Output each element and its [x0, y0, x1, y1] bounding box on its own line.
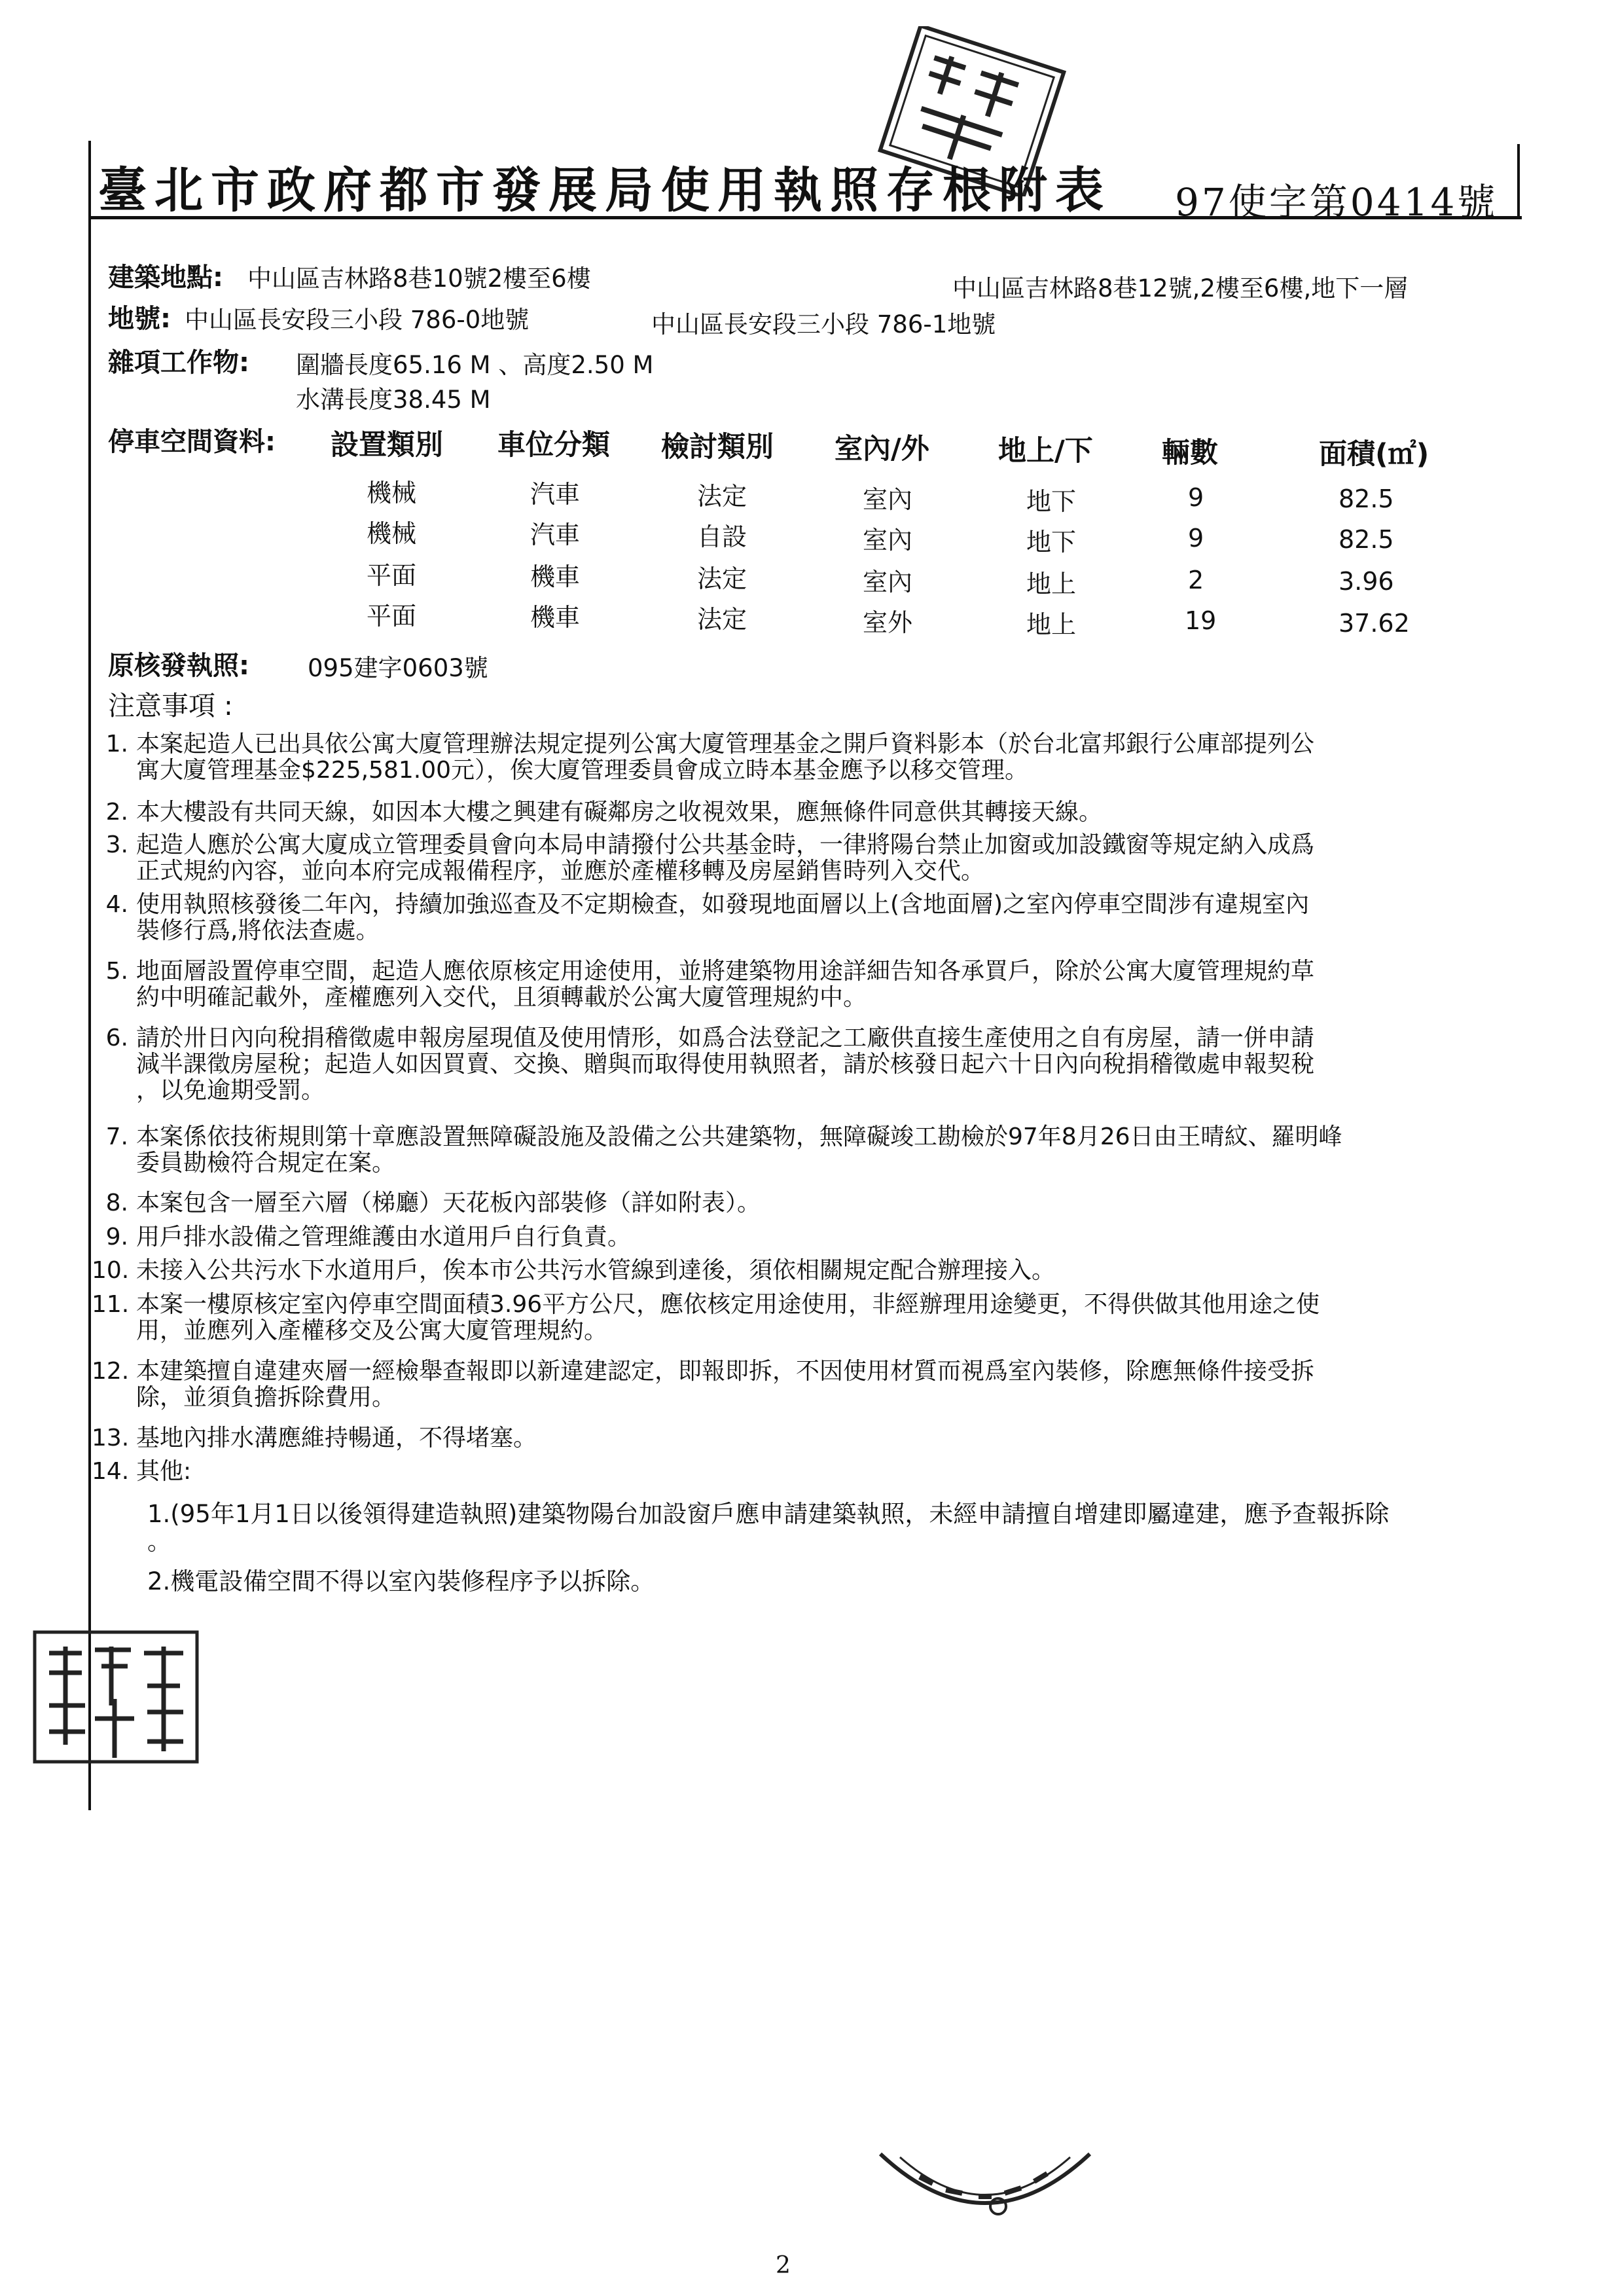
- note-line: 裝修行爲,將依法查處。: [136, 917, 380, 944]
- note-line: 用戶排水設備之管理維護由水道用戶自行負責。: [136, 1224, 632, 1250]
- other-item-1: [147, 1501, 1522, 1556]
- parking-row-2-area: 82.5: [1339, 525, 1394, 554]
- parking-row-3-setup: 平面: [367, 561, 417, 590]
- note-line: 本案起造人已出具依公寓大廈管理辦法規定提列公寓大廈管理基金之開戶資料影本（於台北富邦銀行公庫部提列公: [136, 731, 1315, 757]
- parking-row-2-review: 自設: [697, 522, 747, 551]
- original-license-label: 原核發執照:: [108, 651, 249, 681]
- note-number: 10.: [92, 1257, 130, 1284]
- parking-row-1-indoor: 室內: [863, 485, 913, 514]
- parking-row-1-count: 9: [1188, 483, 1204, 512]
- note-line: 委員勘檢符合規定在案。: [136, 1150, 396, 1176]
- parking-row-2-indoor: 室內: [863, 526, 913, 555]
- note-line: 起造人應於公寓大廈成立管理委員會向本局申請撥付公共基金時，一律將陽台禁止加窗或加設鐵窗等規定納入成爲: [136, 831, 1315, 858]
- permit-number: 97使字第0414號: [1175, 180, 1498, 225]
- parking-row-4-setup: 平面: [367, 602, 417, 630]
- parking-row-3-review: 法定: [697, 564, 747, 593]
- note-number: 6.: [105, 1025, 128, 1051]
- parking-row-3-area: 3.96: [1339, 567, 1394, 596]
- parking-row-4-indoor: 室外: [863, 608, 913, 637]
- parking-row-2-type: 汽車: [530, 520, 581, 549]
- parking-header-review: 檢討類別: [661, 431, 774, 464]
- parking-row-1-level: 地下: [1026, 487, 1077, 516]
- original-license-value: 095建字0603號: [308, 654, 488, 682]
- note-line: 約中明確記載外，產權應列入交代，且須轉載於公寓大廈管理規約中。: [136, 984, 867, 1011]
- address-value-2: 中山區吉林路8巷12號,2樓至6樓,地下一層: [952, 274, 1409, 302]
- note-number: 1.: [105, 731, 128, 757]
- misc-works-value-2: 水溝長度38.45 M: [296, 386, 491, 414]
- lot-value-1: 中山區長安段三小段 786-0地號: [185, 306, 530, 334]
- note-number: 8.: [105, 1190, 128, 1216]
- header-right-rule: [1517, 144, 1520, 219]
- note-line: 正式規約內容，並向本府完成報備程序，並應於產權移轉及房屋銷售時列入交代。: [136, 858, 985, 884]
- parking-header-area: 面積(㎡): [1319, 438, 1429, 471]
- note-line: 本案一樓原核定室內停車空間面積3.96平方公尺，應依核定用途使用，非經辦理用途變更，不得供做其他用途之使: [136, 1291, 1320, 1318]
- parking-row-3-count: 2: [1188, 566, 1204, 594]
- note-line: ，以免逾期受罰。: [136, 1077, 325, 1104]
- parking-row-4-type: 機車: [530, 603, 581, 632]
- other-line: 1.(95年1月1日以後領得建造執照)建築物陽台加設窗戶應申請建築執照，未經申請擅自增建即屬違建，應予查報拆除: [147, 1500, 1390, 1528]
- note-number: 5.: [105, 958, 128, 985]
- parking-row-4-area: 37.62: [1339, 609, 1410, 638]
- note-line: 地面層設置停車空間，起造人應依原核定用途使用，並將建築物用途詳細告知各承買戶，除於公寓大廈管理規約草: [136, 958, 1315, 985]
- notes-label: 注意事項 :: [108, 690, 233, 721]
- note-line: 基地內排水溝應維持暢通，不得堵塞。: [136, 1425, 537, 1451]
- parking-row-3-type: 機車: [530, 562, 581, 591]
- note-number: 3.: [105, 831, 128, 858]
- parking-header-setup: 設置類別: [331, 429, 443, 462]
- lot-label: 地號:: [108, 304, 171, 334]
- note-line: 未接入公共污水下水道用戶，俟本市公共污水管線到達後，須依相關規定配合辦理接入。: [136, 1257, 1056, 1284]
- bottom-seal-stamp: [874, 2141, 1096, 2232]
- note-number: 12.: [92, 1358, 130, 1385]
- left-margin-rule: [88, 141, 91, 1810]
- note-line: 用，並應列入產權移交及公寓大廈管理規約。: [136, 1317, 608, 1344]
- note-number: 7.: [105, 1123, 128, 1150]
- parking-row-1-type: 汽車: [530, 480, 581, 509]
- note-number: 9.: [105, 1224, 128, 1250]
- note-line: 本建築擅自違建夾層一經檢舉查報即以新違建認定，即報即拆，不因使用材質而視爲室內裝修，除應無條件接受拆: [136, 1358, 1315, 1385]
- note-number: 14.: [92, 1458, 130, 1485]
- parking-header-type: 車位分類: [497, 429, 610, 462]
- note-line: 其他:: [136, 1458, 192, 1485]
- misc-works-value-1: 圍牆長度65.16 M 、高度2.50 M: [296, 351, 654, 379]
- other-line: 。: [147, 1527, 171, 1556]
- other-item-2: [147, 1568, 1522, 1595]
- note-line: 寓大廈管理基金$225,581.00元），俟大廈管理委員會成立時本基金應予以移交管理。: [136, 757, 1029, 784]
- note-number: 2.: [105, 799, 128, 826]
- parking-header-indoor-outdoor: 室內/外: [835, 433, 929, 465]
- parking-row-4-level: 地上: [1026, 610, 1077, 639]
- note-number: 13.: [92, 1425, 130, 1451]
- note-number: 4.: [105, 891, 128, 918]
- document-title: 臺北市政府都市發展局使用執照存根附表: [98, 162, 1111, 219]
- address-value-1: 中山區吉林路8巷10號2樓至6樓: [247, 264, 591, 293]
- note-line: 本案係依技術規則第十章應設置無障礙設施及設備之公共建築物，無障礙竣工勘檢於97年8月26日由王晴紋、羅明峰: [136, 1123, 1342, 1150]
- note-line: 本案包含一層至六層（梯廳）天花板內部裝修（詳如附表）。: [136, 1190, 761, 1216]
- parking-row-1-review: 法定: [697, 482, 747, 511]
- note-line: 除，並須負擔拆除費用。: [136, 1384, 396, 1411]
- parking-row-2-count: 9: [1188, 524, 1204, 553]
- parking-row-4-count: 19: [1185, 606, 1217, 635]
- parking-row-1-area: 82.5: [1339, 484, 1394, 513]
- lot-value-2: 中山區長安段三小段 786-1地號: [651, 310, 996, 338]
- parking-row-4-review: 法定: [697, 605, 747, 634]
- parking-label: 停車空間資料:: [108, 427, 276, 457]
- left-seal-stamp: [29, 1627, 203, 1768]
- parking-row-3-level: 地上: [1026, 570, 1077, 598]
- parking-row-1-setup: 機械: [367, 479, 417, 507]
- parking-header-count: 輛數: [1162, 437, 1218, 469]
- parking-row-2-setup: 機械: [367, 519, 417, 548]
- misc-works-label: 雜項工作物:: [108, 348, 249, 378]
- note-line: 本大樓設有共同天線，如因本大樓之興建有礙鄰房之收視效果，應無條件同意供其轉接天線。: [136, 799, 1103, 826]
- page-number: 2: [776, 2252, 791, 2279]
- parking-header-above-below: 地上/下: [998, 435, 1093, 467]
- note-line: 使用執照核發後二年內，持續加強巡查及不定期檢查，如發現地面層以上(含地面層)之室內停車空間涉有違規室內: [136, 891, 1310, 918]
- other-line: 2.機電設備空間不得以室內裝修程序予以拆除。: [147, 1567, 655, 1595]
- parking-row-3-indoor: 室內: [863, 568, 913, 596]
- note-line: 請於卅日內向稅捐稽徵處申報房屋現值及使用情形，如爲合法登記之工廠供直接生產使用之自有房屋，請一併申請: [136, 1025, 1315, 1051]
- note-number: 11.: [92, 1291, 130, 1318]
- parking-row-2-level: 地下: [1026, 528, 1077, 556]
- note-line: 減半課徵房屋稅；起造人如因買賣、交換、贈與而取得使用執照者，請於核發日起六十日內向稅捐稽徵處申報契稅: [136, 1051, 1315, 1078]
- address-label: 建築地點:: [108, 263, 223, 293]
